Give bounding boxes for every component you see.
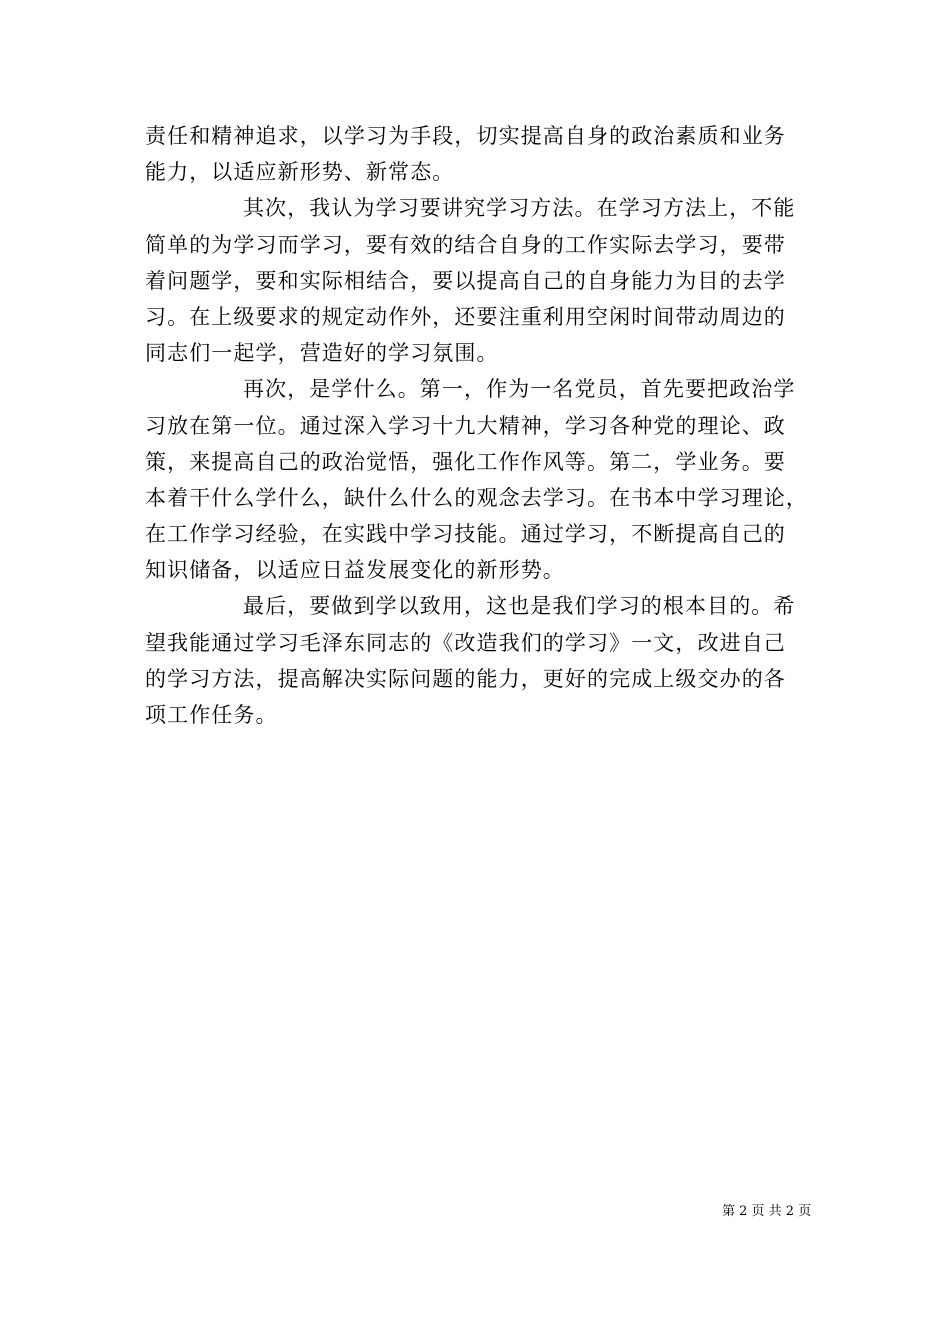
- text-line: 责任和精神追求，以学习为手段，切实提高自身的政治素质和业务: [145, 124, 786, 148]
- text-line: 本着干什么学什么，缺什么什么的观念去学习。在书本中学习理论，: [145, 485, 808, 510]
- text-line: 习。在上级要求的规定动作外，还要注重利用空闲时间带动周边的: [145, 304, 786, 329]
- text-line: 再次，是学什么。第一，作为一名党员，首先要把政治学: [243, 377, 796, 402]
- text-line: 最后，要做到学以致用，这也是我们学习的根本目的。希: [243, 594, 796, 619]
- page-number-footer: 第 2 页 共 2 页: [722, 1204, 812, 1219]
- text-line: 能力，以适应新形势、新常态。: [145, 160, 455, 185]
- text-line: 望我能通过学习毛泽东同志的《改造我们的学习》一文，改进自己: [145, 630, 786, 655]
- text-line: 其次，我认为学习要讲究学习方法。在学习方法上，不能: [243, 196, 796, 221]
- text-line: 知识储备，以适应日益发展变化的新形势。: [145, 558, 565, 583]
- text-line: 项工作任务。: [145, 703, 278, 727]
- text-line: 在工作学习经验，在实践中学习技能。通过学习，不断提高自己的: [145, 522, 786, 547]
- text-line: 同志们一起学，营造好的学习氛围。: [145, 341, 499, 366]
- text-line: 习放在第一位。通过深入学习十九大精神，学习各种党的理论、政: [145, 413, 786, 438]
- text-line: 着问题学，要和实际相结合，要以提高自己的自身能力为目的去学: [145, 268, 786, 293]
- text-line: 策，来提高自己的政治觉悟，强化工作作风等。第二，学业务。要: [145, 449, 786, 474]
- text-line: 的学习方法，提高解决实际问题的能力，更好的完成上级交办的各: [145, 666, 786, 691]
- document-body: [145, 118, 810, 733]
- text-line: 简单的为学习而学习，要有效的结合自身的工作实际去学习，要带: [145, 232, 786, 257]
